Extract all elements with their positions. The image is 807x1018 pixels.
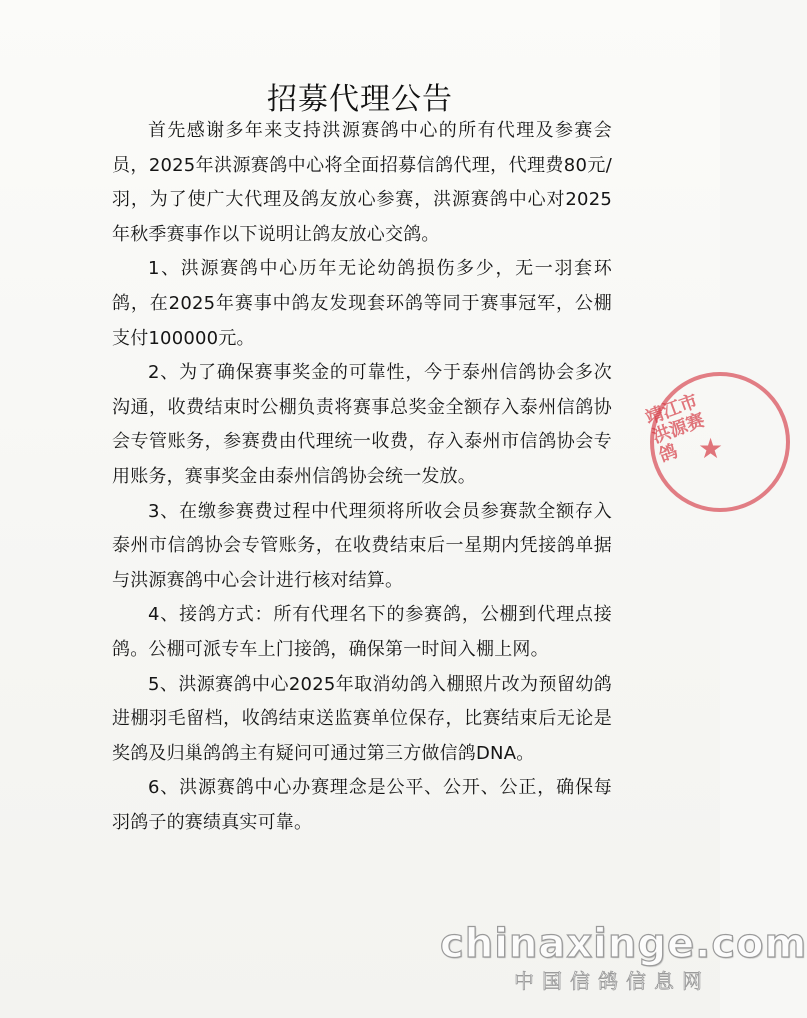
watermark-site-name: 中国信鸽信息网 (514, 969, 710, 993)
watermark-url: chinaxinge.com (440, 921, 807, 967)
intro-paragraph: 首先感谢多年来支持洪源赛鸽中心的所有代理及参赛会员，2025年洪源赛鸽中心将全面招募信鸽代理，代理费80元/羽，为了使广大代理及鸽友放心参赛，洪源赛鸽中心对2025年秋季赛事作以下说明让鸽友放心交鸽。 (112, 120, 612, 245)
clause-4-paragraph: 4、接鸽方式：所有代理名下的参赛鸽，公棚到代理点接鸽。公棚可派专车上门接鸽，确保第一时间入棚上网。 (112, 604, 612, 660)
clause-5-paragraph: 5、洪源赛鸽中心2025年取消幼鸽入棚照片改为预留幼鸽进棚羽毛留档，收鸽结束送监赛单位保存，比赛结束后无论是奖鸽及归巢鸽鸽主有疑问可通过第三方做信鸽DNA。 (112, 673, 612, 764)
site-watermark (440, 921, 807, 994)
seal-star-icon: ★ (698, 432, 724, 465)
clause-3-paragraph: 3、在缴参赛费过程中代理须将所收会员参赛款全额存入泰州市信鸽协会专管账务，在收费结束后一星期内凭接鸽单据与洪源赛鸽中心会计进行核对结算。 (112, 500, 612, 591)
official-seal-stamp (642, 372, 790, 512)
document-body (112, 114, 612, 840)
seal-text: 靖江市洪源赛鸽 (642, 390, 708, 467)
document-title: 招募代理公告 (267, 82, 453, 117)
clause-1-paragraph: 1、洪源赛鸽中心历年无论幼鸽损伤多少，无一羽套环鸽，在2025年赛事中鸽友发现套环鸽等同于赛事冠军，公棚支付100000元。 (112, 258, 612, 349)
clause-2-paragraph: 2、为了确保赛事奖金的可靠性，今于泰州信鸽协会多次沟通，收费结束时公棚负责将赛事总奖金全额存入泰州信鸽协会专管账务，参赛费由代理统一收费，存入泰州市信鸽协会专用账务，赛事奖金由泰州信鸽协会统一发放。 (112, 362, 612, 487)
clause-6-paragraph: 6、洪源赛鸽中心办赛理念是公平、公开、公正，确保每羽鸽子的赛绩真实可靠。 (112, 777, 612, 833)
